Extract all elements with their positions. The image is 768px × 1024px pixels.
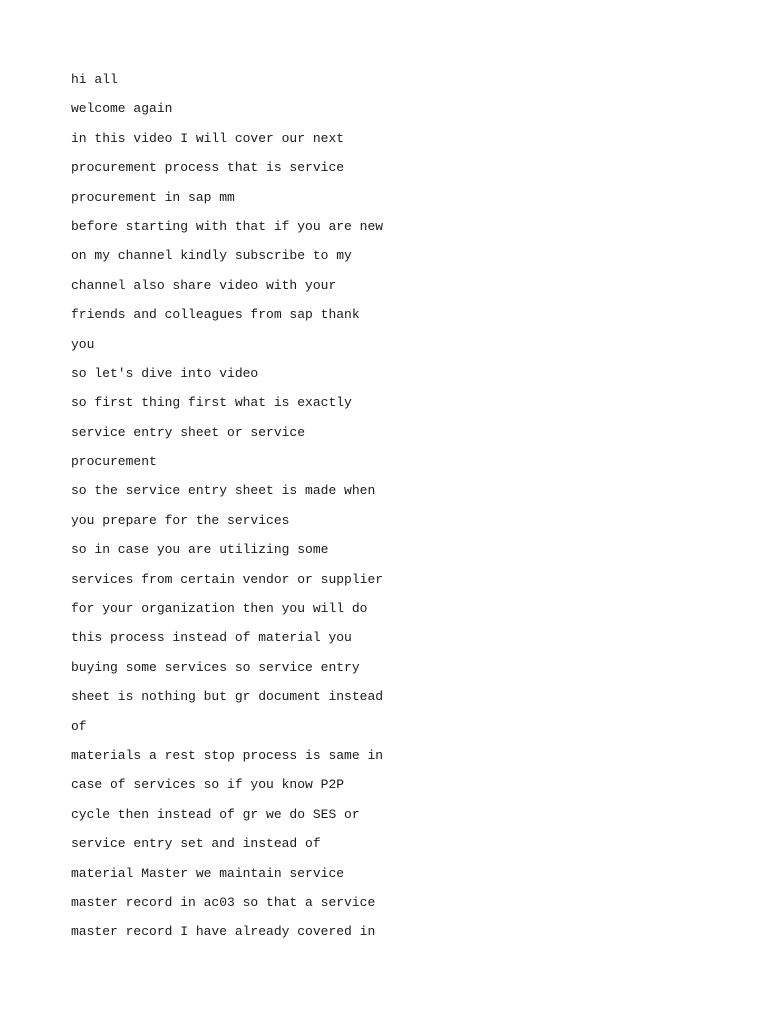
- transcript-line: service entry sheet or service: [71, 424, 306, 440]
- transcript-line: so the service entry sheet is made when: [71, 483, 376, 499]
- transcript-line: you prepare for the services: [71, 512, 290, 528]
- transcript-line: you: [71, 336, 95, 352]
- transcript-line: services from certain vendor or supplier: [71, 571, 384, 587]
- transcript-line: so in case you are utilizing some: [71, 542, 329, 558]
- transcript-line: materials a rest stop process is same in: [71, 747, 384, 763]
- transcript-line: case of services so if you know P2P: [71, 777, 345, 793]
- transcript-line: on my channel kindly subscribe to my: [71, 248, 352, 264]
- transcript-line: sheet is nothing but gr document instead: [71, 689, 384, 705]
- transcript-line: before starting with that if you are new: [71, 218, 384, 234]
- transcript-line: master record in ac03 so that a service: [71, 894, 376, 910]
- transcript-line: cycle then instead of gr we do SES or: [71, 806, 360, 822]
- transcript-line: material Master we maintain service: [71, 865, 345, 881]
- transcript-line: buying some services so service entry: [71, 659, 360, 675]
- transcript-line: welcome again: [71, 101, 173, 117]
- transcript-line: in this video I will cover our next: [71, 130, 345, 146]
- transcript-line: hi all: [71, 72, 118, 87]
- transcript-line: channel also share video with your: [71, 277, 337, 293]
- transcript-line: for your organization then you will do: [71, 601, 368, 617]
- transcript-line: so let's dive into video: [71, 365, 259, 381]
- transcript-line: procurement process that is service: [71, 160, 345, 176]
- transcript-line: master record I have already covered in: [71, 924, 376, 940]
- transcript-line: this process instead of material you: [71, 630, 352, 646]
- transcript-line: of: [71, 718, 87, 734]
- transcript-line: friends and colleagues from sap thank: [71, 307, 360, 323]
- transcript-line: procurement in sap mm: [71, 189, 235, 205]
- transcript-line: service entry set and instead of: [71, 836, 321, 852]
- transcript-line: procurement: [71, 454, 157, 470]
- transcript-line: so first thing first what is exactly: [71, 395, 352, 411]
- transcript-text: [71, 70, 383, 952]
